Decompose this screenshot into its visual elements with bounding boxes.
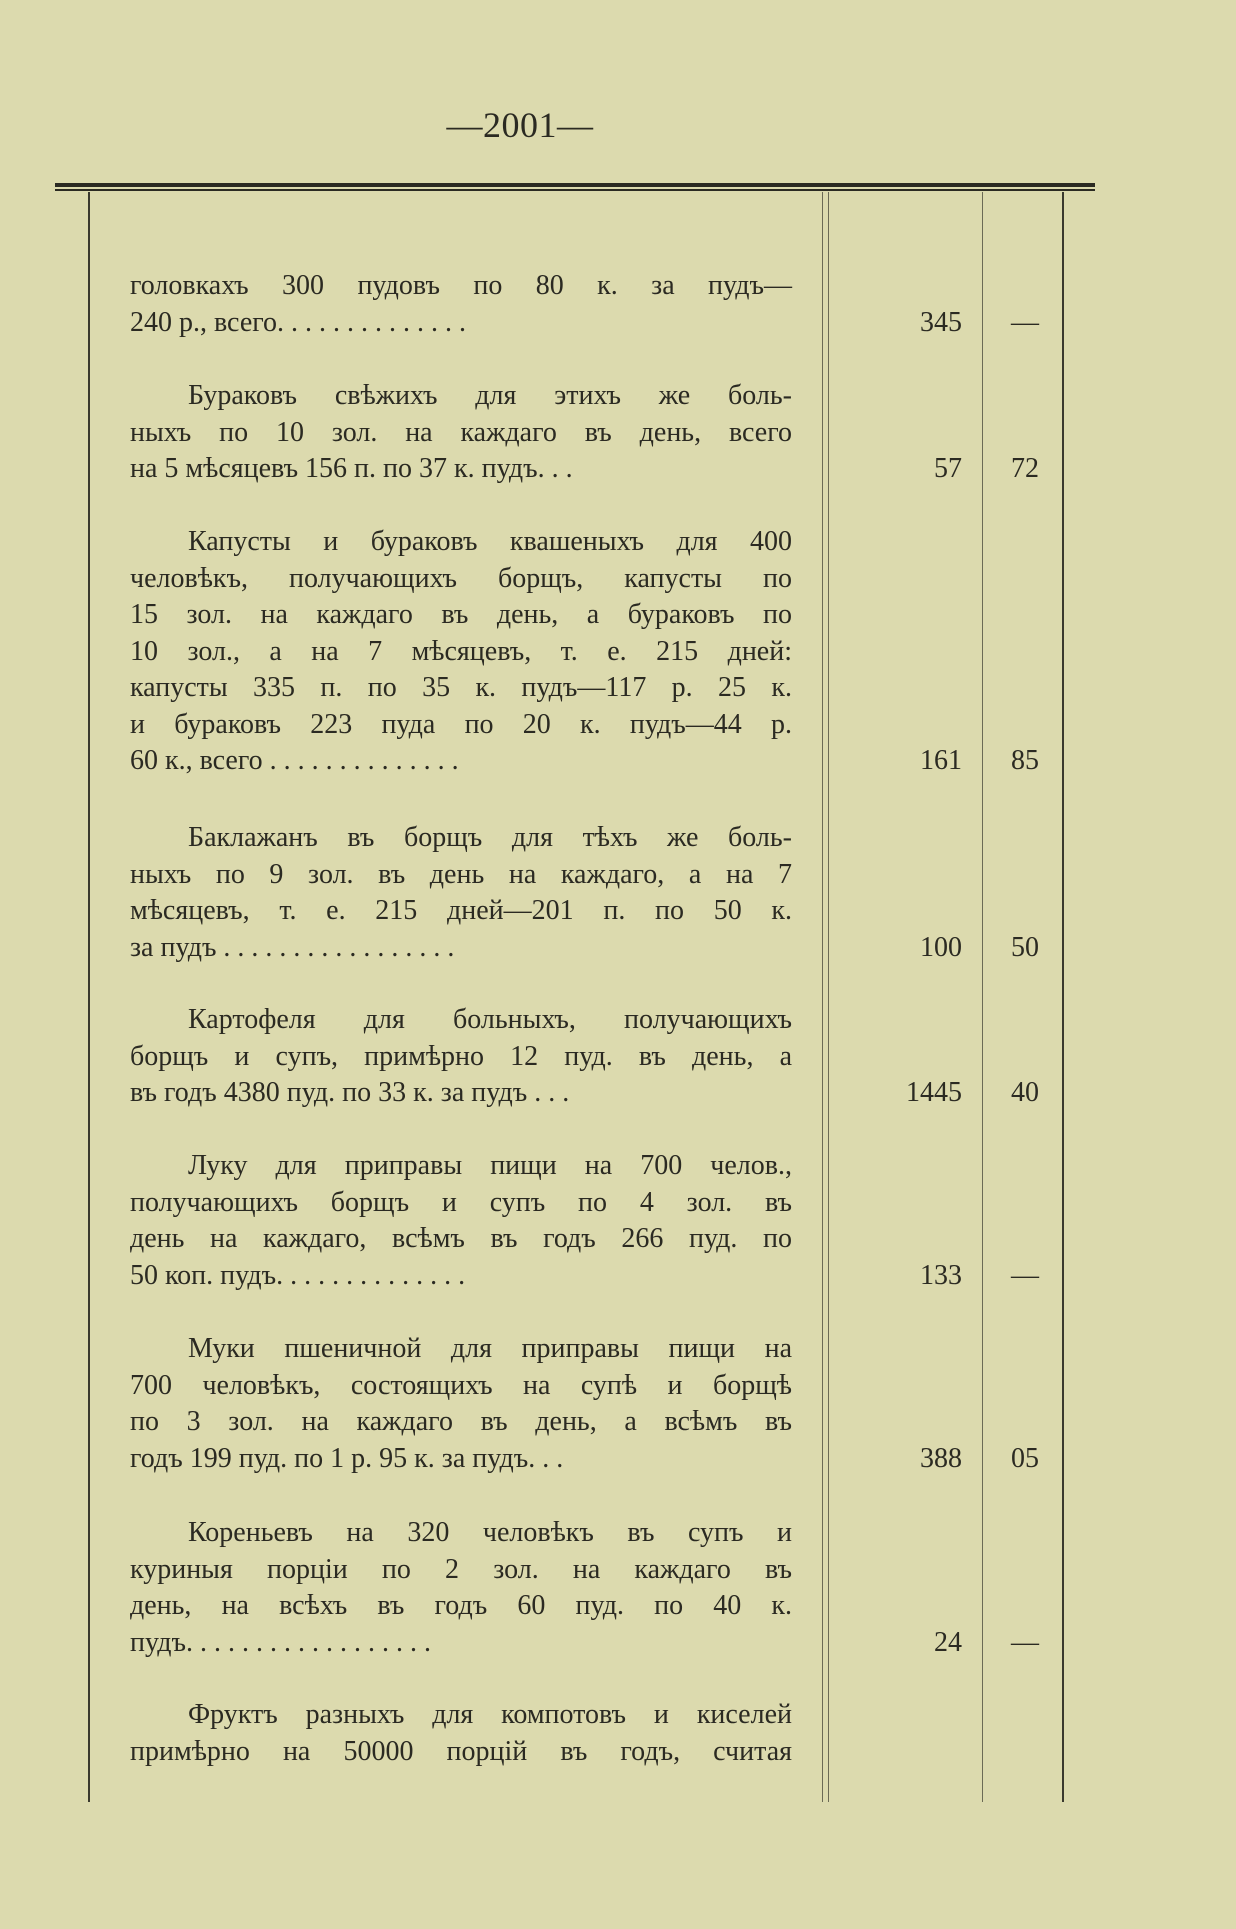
amount-rubles: 100 [920, 931, 962, 963]
entry-text-line: по 3 зол. на каждаго въ день, а всѣмъ въ [130, 1406, 792, 1437]
column-divider [982, 192, 983, 1802]
entry-text-line: 240 р., всего. . . . . . . . . . . . . . [130, 306, 467, 338]
entry-text-line: человѣкъ, получающихъ борщъ, капусты по [130, 562, 792, 594]
entry-text-line: и бураковъ 223 пуда по 20 к. пудъ—44 р. [130, 708, 792, 740]
entry-text-line: Баклажанъ въ борщъ для тѣхъ же боль- [188, 822, 792, 853]
entry-text-line: годъ 199 пуд. по 1 р. 95 к. за пудъ. . . [130, 1442, 564, 1474]
amount-rubles: 161 [920, 745, 962, 776]
table-right-border [1062, 192, 1064, 1802]
amount-rubles: 1445 [906, 1077, 962, 1108]
entry-text-line: Капусты и бураковъ квашеныхъ для 400 [188, 526, 792, 557]
entry-text-line: 10 зол., а на 7 мѣсяцевъ, т. е. 215 дней: [130, 635, 792, 667]
ledger-entry [130, 268, 792, 341]
entry-text-line: пудъ. . . . . . . . . . . . . . . . . . [130, 1626, 431, 1658]
header-rule [55, 183, 1095, 187]
column-divider [822, 192, 823, 1802]
ledger-entry [130, 524, 792, 780]
entry-text-line: Картофеля для больныхъ, получающихъ [188, 1004, 792, 1035]
ledger-entry [130, 1002, 792, 1112]
amount-kopecks: 50 [1011, 931, 1039, 963]
ledger-entry [130, 1697, 792, 1770]
table-left-border [88, 192, 90, 1802]
entry-text-line: капусты 335 п. по 35 к. пудъ—117 р. 25 к. [130, 672, 792, 703]
entry-text-line: день на каждаго, всѣмъ въ годъ 266 пуд. по [130, 1223, 792, 1254]
entry-text-line: получающихъ борщъ и супъ по 4 зол. въ [130, 1186, 792, 1218]
entry-text-line: Фруктъ разныхъ для компотовъ и киселей [188, 1699, 792, 1730]
entry-text-line: на 5 мѣсяцевъ 156 п. по 37 к. пудъ. . . [130, 453, 573, 484]
entry-text-line: Луку для приправы пищи на 700 челов., [188, 1150, 792, 1181]
entry-text-line: примѣрно на 50000 порцій въ годъ, считая [130, 1735, 792, 1767]
entry-text-line: за пудъ . . . . . . . . . . . . . . . . . [130, 931, 455, 963]
ledger-entry [130, 1515, 792, 1661]
ledger-entry [130, 1331, 792, 1477]
amount-rubles: 388 [920, 1442, 962, 1474]
amount-kopecks: — [1011, 1259, 1039, 1291]
entry-text-line: мѣсяцевъ, т. е. 215 дней—201 п. по 50 к. [130, 895, 792, 926]
amount-kopecks: 85 [1011, 745, 1039, 776]
entry-text-line: въ годъ 4380 пуд. по 33 к. за пудъ . . . [130, 1077, 570, 1108]
amount-rubles: 133 [920, 1259, 962, 1291]
ledger-entry [130, 1148, 792, 1294]
entry-text-line: Кореньевъ на 320 человѣкъ въ супъ и [188, 1517, 792, 1548]
entry-text-line: 50 коп. пудъ. . . . . . . . . . . . . . [130, 1259, 466, 1291]
amount-kopecks: — [1011, 306, 1039, 338]
amount-kopecks: — [1011, 1626, 1039, 1658]
column-divider [828, 192, 829, 1802]
amount-rubles: 345 [920, 306, 962, 338]
entry-text-line: головкахъ 300 пудовъ по 80 к. за пудъ— [130, 270, 792, 301]
header-rule-thin [55, 189, 1095, 191]
amount-kopecks: 72 [1011, 453, 1039, 484]
entry-text-line: ныхъ по 9 зол. въ день на каждаго, а на 7 [130, 858, 792, 890]
amount-rubles: 57 [934, 453, 962, 484]
entry-text-line: куриныя порціи по 2 зол. на каждаго въ [130, 1553, 792, 1585]
ledger-entry [130, 378, 792, 488]
entry-text-line: 700 человѣкъ, состоящихъ на супѣ и борщѣ [130, 1369, 792, 1401]
entry-text-line: борщъ и супъ, примѣрно 12 пуд. въ день, а [130, 1040, 792, 1072]
page-number: —2001— [446, 105, 594, 145]
amount-kopecks: 40 [1011, 1077, 1039, 1108]
entry-text-line: день, на всѣхъ въ годъ 60 пуд. по 40 к. [130, 1590, 792, 1621]
entry-text-line: Муки пшеничной для приправы пищи на [188, 1333, 792, 1364]
entry-text-line: ныхъ по 10 зол. на каждаго въ день, всего [130, 416, 792, 448]
ledger-entry [130, 820, 792, 966]
entry-text-line: 60 к., всего . . . . . . . . . . . . . . [130, 745, 459, 776]
amount-kopecks: 05 [1011, 1442, 1039, 1474]
entry-text-line: 15 зол. на каждаго въ день, а бураковъ по [130, 599, 792, 630]
entry-text-line: Бураковъ свѣжихъ для этихъ же боль- [188, 380, 792, 411]
amount-rubles: 24 [934, 1626, 962, 1658]
